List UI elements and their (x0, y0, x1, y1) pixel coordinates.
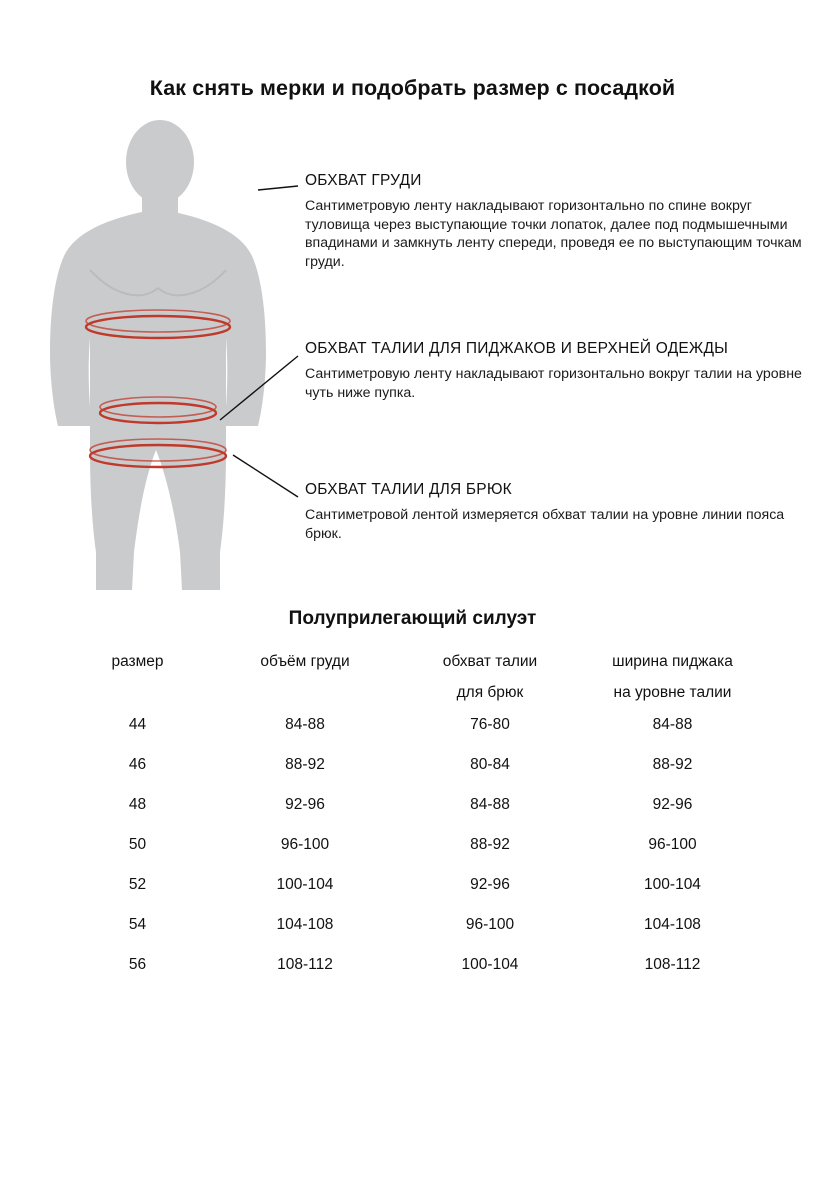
silhouette-title: Полуприлегающий силуэт (288, 608, 537, 629)
table-cell: 76-80 (470, 716, 510, 733)
callout-waist-jacket (305, 340, 815, 402)
body-figure-illustration (30, 120, 330, 610)
male-torso-diagram (30, 120, 330, 610)
table-cell: 88-92 (652, 756, 693, 773)
table-cell: 96-100 (280, 836, 330, 853)
table-cell: 92-96 (470, 876, 510, 893)
callout-waist-trousers (305, 481, 805, 543)
table-cell: 80-84 (470, 756, 510, 773)
table-cell: 88-92 (470, 836, 510, 853)
table-row (63, 825, 763, 865)
table-cell: 84-88 (470, 796, 510, 813)
size-table (63, 650, 763, 985)
table-cell: 54 (128, 916, 147, 933)
table-cell: 100-104 (461, 956, 519, 973)
table-cell: 50 (128, 836, 147, 853)
table-cell: 44 (128, 716, 147, 733)
table-cell: 104-108 (276, 916, 334, 933)
callout-waist-jacket-text: Сантиметровую ленту накладывают горизонтально вокруг талии на уровне чуть ниже пупка. (305, 366, 802, 401)
table-row (63, 785, 763, 825)
table-cell: 92-96 (285, 796, 325, 813)
table-header-cell (398, 650, 583, 705)
table-cell: 96-100 (465, 916, 515, 933)
table-cell: 100-104 (276, 876, 334, 893)
callout-waist-jacket-title: ОБХВАТ ТАЛИИ ДЛЯ ПИДЖАКОВ И ВЕРХНЕЙ ОДЕЖДЫ (305, 340, 729, 357)
table-header-cell (63, 650, 213, 705)
table-header-main: ширина пиджака (612, 653, 733, 670)
table-header-cell (213, 650, 398, 705)
table-body (63, 705, 763, 985)
body-silhouette (50, 120, 266, 590)
table-cell: 46 (128, 756, 147, 773)
table-cell: 88-92 (285, 756, 325, 773)
table-cell: 92-96 (652, 796, 693, 813)
table-header-sub: для брюк (456, 684, 524, 701)
table-header-cell (583, 650, 763, 705)
table-cell: 108-112 (277, 956, 333, 973)
callout-chest-text: Сантиметровую ленту накладывают горизонтально по спине вокруг туловища через выступающие точки лопаток, далее под подмышечными впадинами и замкнуть ленту спереди, проведя ее по выступающим точкам груди. (305, 198, 802, 271)
table-cell: 104-108 (644, 916, 701, 933)
callout-chest (305, 172, 805, 272)
table-header-main: объём груди (260, 653, 350, 670)
table-header-main: обхват талии (442, 653, 538, 670)
callout-waist-trousers-title: ОБХВАТ ТАЛИИ ДЛЯ БРЮК (305, 481, 512, 498)
page-title: Как снять мерки и подобрать размер с посадкой (149, 76, 676, 100)
table-cell: 48 (128, 796, 147, 813)
size-table-section (0, 608, 825, 985)
table-cell: 108-112 (644, 956, 701, 973)
table-header-sub: на уровне талии (613, 684, 732, 701)
table-row (63, 865, 763, 905)
table-cell: 100-104 (644, 876, 701, 893)
table-row (63, 905, 763, 945)
table-cell: 84-88 (652, 716, 693, 733)
table-header-main: размер (111, 653, 164, 670)
callout-waist-trousers-text: Сантиметровой лентой измеряется обхват талии на уровне линии пояса брюк. (305, 507, 785, 542)
table-cell: 96-100 (648, 836, 697, 853)
table-row (63, 705, 763, 745)
table-row (63, 745, 763, 785)
table-cell: 84-88 (285, 716, 325, 733)
callout-chest-title: ОБХВАТ ГРУДИ (305, 172, 422, 189)
table-cell: 52 (128, 876, 147, 893)
table-row (63, 945, 763, 985)
table-header-row (63, 650, 763, 705)
table-cell: 56 (128, 956, 147, 973)
